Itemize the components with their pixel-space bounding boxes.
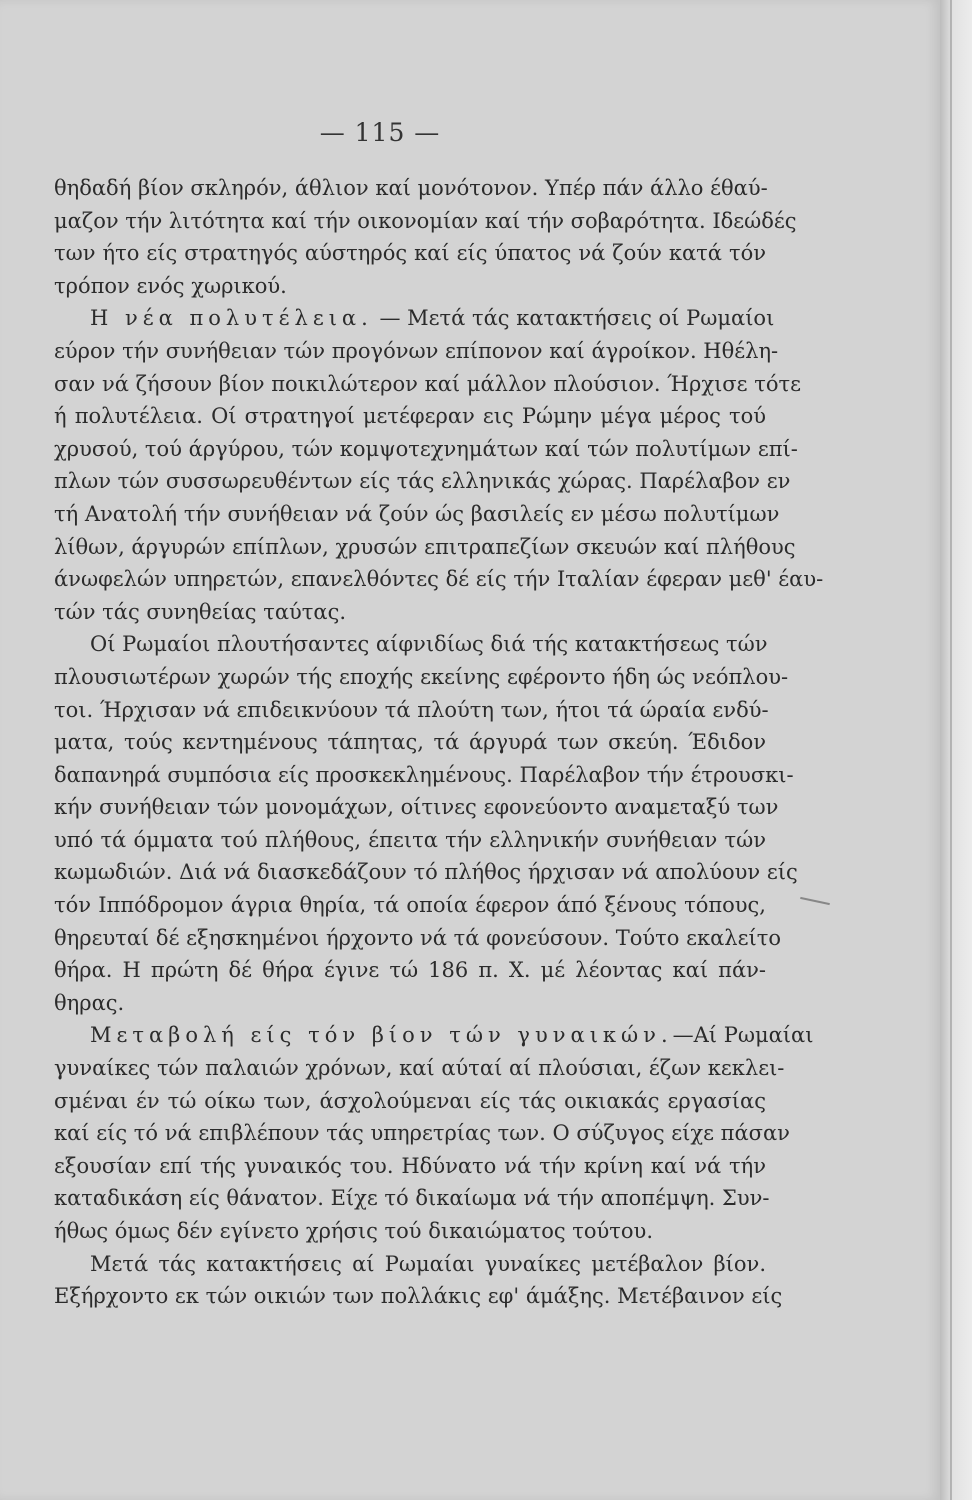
- text-line: δαπανηρά συμπόσια είς προσκεκλημένους. Παρέλαβον τήν έτρουσκι-: [54, 762, 794, 787]
- text-line: καί είς τό νά επιβλέπουν τάς υπηρετρίας των. Ο σύζυγος είχε πάσαν: [54, 1121, 790, 1146]
- text-line: θηρευταί δέ εξησκημένοι ήρχοντο νά τά φονεύσουν. Τούτο εκαλείτο: [54, 925, 781, 950]
- text-line: ματα, τούς κεντημένους τάπητας, τά άργυρά των σκεύη. Έδιδον: [54, 730, 766, 755]
- section-first-line: [54, 1019, 814, 1052]
- body-text: [54, 172, 824, 1313]
- text-run: — Μετά τάς κατακτήσεις οί Ρωμαίοι: [372, 306, 775, 331]
- text-line: ή πολυτέλεια. Οί στρατηγοί μετέφεραν εις Ρώμην μέγα μέρος τού: [54, 404, 766, 429]
- text-line: θηδαδή βίον σκληρόν, άθλιον καί μονότονον. Υπέρ πάν άλλο έθαύ-: [54, 176, 768, 200]
- section-first-line: [54, 302, 775, 335]
- text-line: σαν νά ζήσουν βίον ποικιλώτερον καί μάλλον πλούσιον. Ήρχισε τότε: [54, 371, 801, 396]
- text-line: κήν συνήθειαν τών μονομάχων, οίτινες εφονεύοντο αναμεταξύ των: [54, 795, 779, 820]
- text-line: γυναίκες τών παλαιών χρόνων, καί αύταί αί πλούσιαι, έζων κεκλει-: [54, 1056, 785, 1081]
- page-number: — 115 —: [319, 118, 441, 147]
- text-line: των ήτο είς στρατηγός αύστηρός καί είς ύπατος νά ζούν κατά τόν: [54, 241, 766, 266]
- text-line: Εξήρχοντο εκ τών οικιών των πολλάκις εφ' άμάξης. Μετέβαινον είς: [54, 1284, 783, 1309]
- binding-line: [950, 0, 952, 1500]
- text-line: εύρον τήν συνήθειαν τών προγόνων επίπονον καί άγροίκον. Ηθέλη-: [54, 338, 779, 363]
- text-line: τοι. Ήρχισαν νά επιδεικνύουν τά πλούτη των, ήτοι τά ώραία ενδύ-: [54, 697, 769, 722]
- text-line: Μετά τάς κατακτήσεις αί Ρωμαίαι γυναίκες μετέβαλον βίον.: [90, 1251, 766, 1276]
- section-heading: Μεταβολή είς τόν βίον τών γυναικών.: [90, 1023, 673, 1048]
- text-line: χρυσού, τού άργύρου, τών κομψοτεχνημάτων καί τών πολυτίμων επί-: [54, 436, 798, 461]
- text-line: Οί Ρωμαίοι πλουτήσαντες αίφνιδίως διά τής κατακτήσεως τών: [90, 632, 768, 657]
- text-line: εξουσίαν επί τής γυναικός του. Ηδύνατο νά τήν κρίνη καί νά τήν: [54, 1153, 766, 1178]
- text-line: πλων τών συσσωρευθέντων είς τάς ελληνικάς χώρας. Παρέλαβον εν: [54, 469, 791, 494]
- page-edge: [940, 0, 972, 1500]
- text-line: τρόπον ενός χωρικού.: [54, 273, 287, 298]
- text-line: πλουσιωτέρων χωρών τής εποχής εκείνης εφέροντο ήδη ώς νεόπλου-: [54, 664, 789, 689]
- text-line: υπό τά όμματα τού πλήθους, έπειτα τήν ελληνικήν συνήθειαν τών: [54, 827, 766, 852]
- text-line: σμέναι έν τώ οίκω των, άσχολούμεναι είς τάς οικιακάς εργασίας: [54, 1088, 766, 1113]
- text-line: λίθων, άργυρών επίπλων, χρυσών επιτραπεζίων σκευών καί πλήθους: [54, 534, 796, 559]
- text-line: τή Ανατολή τήν συνήθειαν νά ζούν ώς βασιλείς εν μέσω πολυτίμων: [54, 501, 780, 526]
- text-run: —Αί Ρωμαίαι: [672, 1023, 814, 1048]
- text-line: μαζον τήν λιτότητα καί τήν οικονομίαν καί τήν σοβαρότητα. Ιδεώδές: [54, 208, 797, 233]
- text-line: κωμωδιών. Διά νά διασκεδάζουν τό πλήθος ήρχισαν νά απολύουν είς: [54, 860, 798, 885]
- text-line: θηρας.: [54, 990, 125, 1015]
- margin-pencil-mark: [800, 897, 830, 905]
- text-line: καταδικάση είς θάνατον. Είχε τό δικαίωμα νά τήν αποπέμψη. Συν-: [54, 1186, 770, 1211]
- section-heading: Η νέα πολυτέλεια.: [90, 306, 373, 331]
- text-line: θήρα. Η πρώτη δέ θήρα έγινε τώ 186 π. Χ. μέ λέοντας καί πάν-: [54, 958, 766, 983]
- text-line: ήθως όμως δέν εγίνετο χρήσις τού δικαιώματος τούτου.: [54, 1219, 654, 1243]
- text-line: τών τάς συνηθείας ταύτας.: [54, 599, 347, 624]
- text-line: τόν Ιππόδρομον άγρια θηρία, τά οποία έφερον άπό ξένους τόπους,: [54, 893, 766, 918]
- text-line: άνωφελών υπηρετών, επανελθόντες δέ είς τήν Ιταλίαν έφεραν μεθ' έαυ-: [54, 567, 824, 592]
